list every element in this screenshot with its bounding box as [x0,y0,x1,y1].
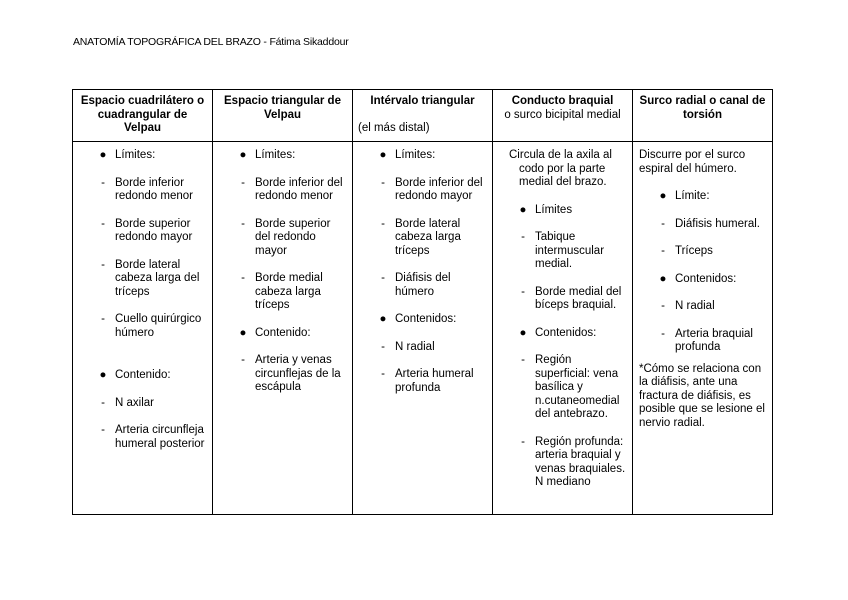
dash-marker: - [381,368,385,380]
list-item: ● Límites: [79,149,207,163]
dash-marker: - [241,176,245,189]
intro-text: Discurre por el surco espiral del húmero. [639,149,746,175]
bullet-icon: ● [99,149,107,161]
header-title: Espacio triangular de Velpau [224,95,341,121]
list-item: - Borde lateral cabeza larga del tríceps [79,259,207,300]
list-item: - Arteria y venas circunflejas de la escápula [219,354,347,395]
list-item: - Borde superior del redondo mayor [219,218,347,259]
list-item: - Borde medial cabeza larga tríceps [219,272,347,313]
dash-marker: - [241,217,245,230]
list-item: ● Contenido: [219,327,347,341]
dash-marker: - [521,285,525,298]
header-title: Surco radial o canal de torsión [639,95,766,121]
dash-marker: - [661,300,665,312]
list-item: - Tabique intermuscular medial. [499,231,627,272]
bullet-icon: ● [239,326,247,339]
list-item: ● Límites [499,204,627,218]
intro-text: Circula de la axila al codo por la parte medial del brazo. [509,149,612,188]
bullet-icon: ● [239,149,247,161]
footnote-text: *Cómo se relaciona con la diáfisis, ante una fractura de diáfisis, es posible que se lesione el nervio radial. [639,362,765,429]
cell-surco-radial [633,142,773,515]
dash-marker: - [381,340,385,353]
bullet-icon: ● [379,149,387,161]
list-item: ● Contenidos: [359,313,487,327]
header-title: Espacio cuadrilátero o cuadrangular de Velpau [80,95,205,134]
list-item: - Diáfisis del húmero [359,272,487,299]
list-item: ● Límites: [359,149,487,163]
list-item: - Borde inferior redondo menor [79,177,207,204]
dash-marker: - [381,272,385,284]
cell-conducto [493,142,633,515]
dash-marker: - [101,176,105,189]
bullet-icon: ● [519,326,527,339]
list-item: - Arteria humeral profunda [359,368,487,395]
dash-marker: - [661,327,665,340]
list-item: - Arteria circunfleja humeral posterior [79,424,207,451]
dash-marker: - [661,245,665,257]
bullet-icon: ● [99,369,107,381]
list-item: ● Límites: [219,149,347,163]
dash-marker: - [521,354,525,366]
cell-intervalo [353,142,493,515]
list-item: ● Límite: [639,190,767,204]
list-item: - N radial [639,300,767,314]
list-item: - Cuello quirúrgico húmero [79,313,207,340]
header-cell-surco-radial [633,90,773,142]
header-cell-intervalo [353,90,493,142]
dash-marker: - [661,217,665,230]
dash-marker: - [381,217,385,230]
list-item: - Borde inferior del redondo menor [219,177,347,204]
header-subtitle: o surco bicipital medial [504,108,621,121]
dash-marker: - [521,231,525,243]
list-item: ● Contenidos: [499,327,627,341]
bullet-icon: ● [519,203,527,216]
dash-marker: - [101,313,105,325]
dash-marker: - [101,424,105,436]
header-title: Intérvalo triangular [370,95,475,107]
list-item: - Arteria braquial profunda [639,328,767,355]
dash-marker: - [381,176,385,189]
table-header-row [73,90,773,142]
dash-marker: - [101,258,105,271]
bullet-icon: ● [659,272,667,285]
list-item: - Tríceps [639,245,767,259]
topography-table [72,89,773,515]
list-item: ● Contenidos: [639,273,767,287]
dash-marker: - [241,354,245,366]
list-item: - Borde superior redondo mayor [79,218,207,245]
header-subtitle: (el más distal) [358,121,430,134]
list-item: - N radial [359,341,487,355]
list-item: - Región superficial: vena basílica y n.cutaneomedial del antebrazo. [499,354,627,422]
dash-marker: - [101,396,105,409]
list-item: - Diáfisis humeral. [639,218,767,232]
cell-triangular [213,142,353,515]
list-item: - Borde lateral cabeza larga tríceps [359,218,487,259]
table-row [73,142,773,515]
list-item: ● Contenido: [79,369,207,383]
document-title: ANATOMÍA TOPOGRÁFICA DEL BRAZO - Fátima Sikaddour [73,36,349,48]
bullet-icon: ● [659,190,667,202]
header-cell-cuadrilatero [73,90,213,142]
cell-cuadrilatero [73,142,213,515]
list-item: - Región profunda: arteria braquial y venas braquiales. N mediano [499,436,627,490]
bullet-icon: ● [379,313,387,325]
dash-marker: - [521,435,525,448]
list-item: - N axilar [79,397,207,411]
list-item: - Borde inferior del redondo mayor [359,177,487,204]
header-cell-conducto [493,90,633,142]
header-cell-triangular [213,90,353,142]
list-item: - Borde medial del bíceps braquial. [499,286,627,313]
header-title: Conducto braquial [511,95,614,107]
dash-marker: - [101,217,105,230]
dash-marker: - [241,272,245,284]
